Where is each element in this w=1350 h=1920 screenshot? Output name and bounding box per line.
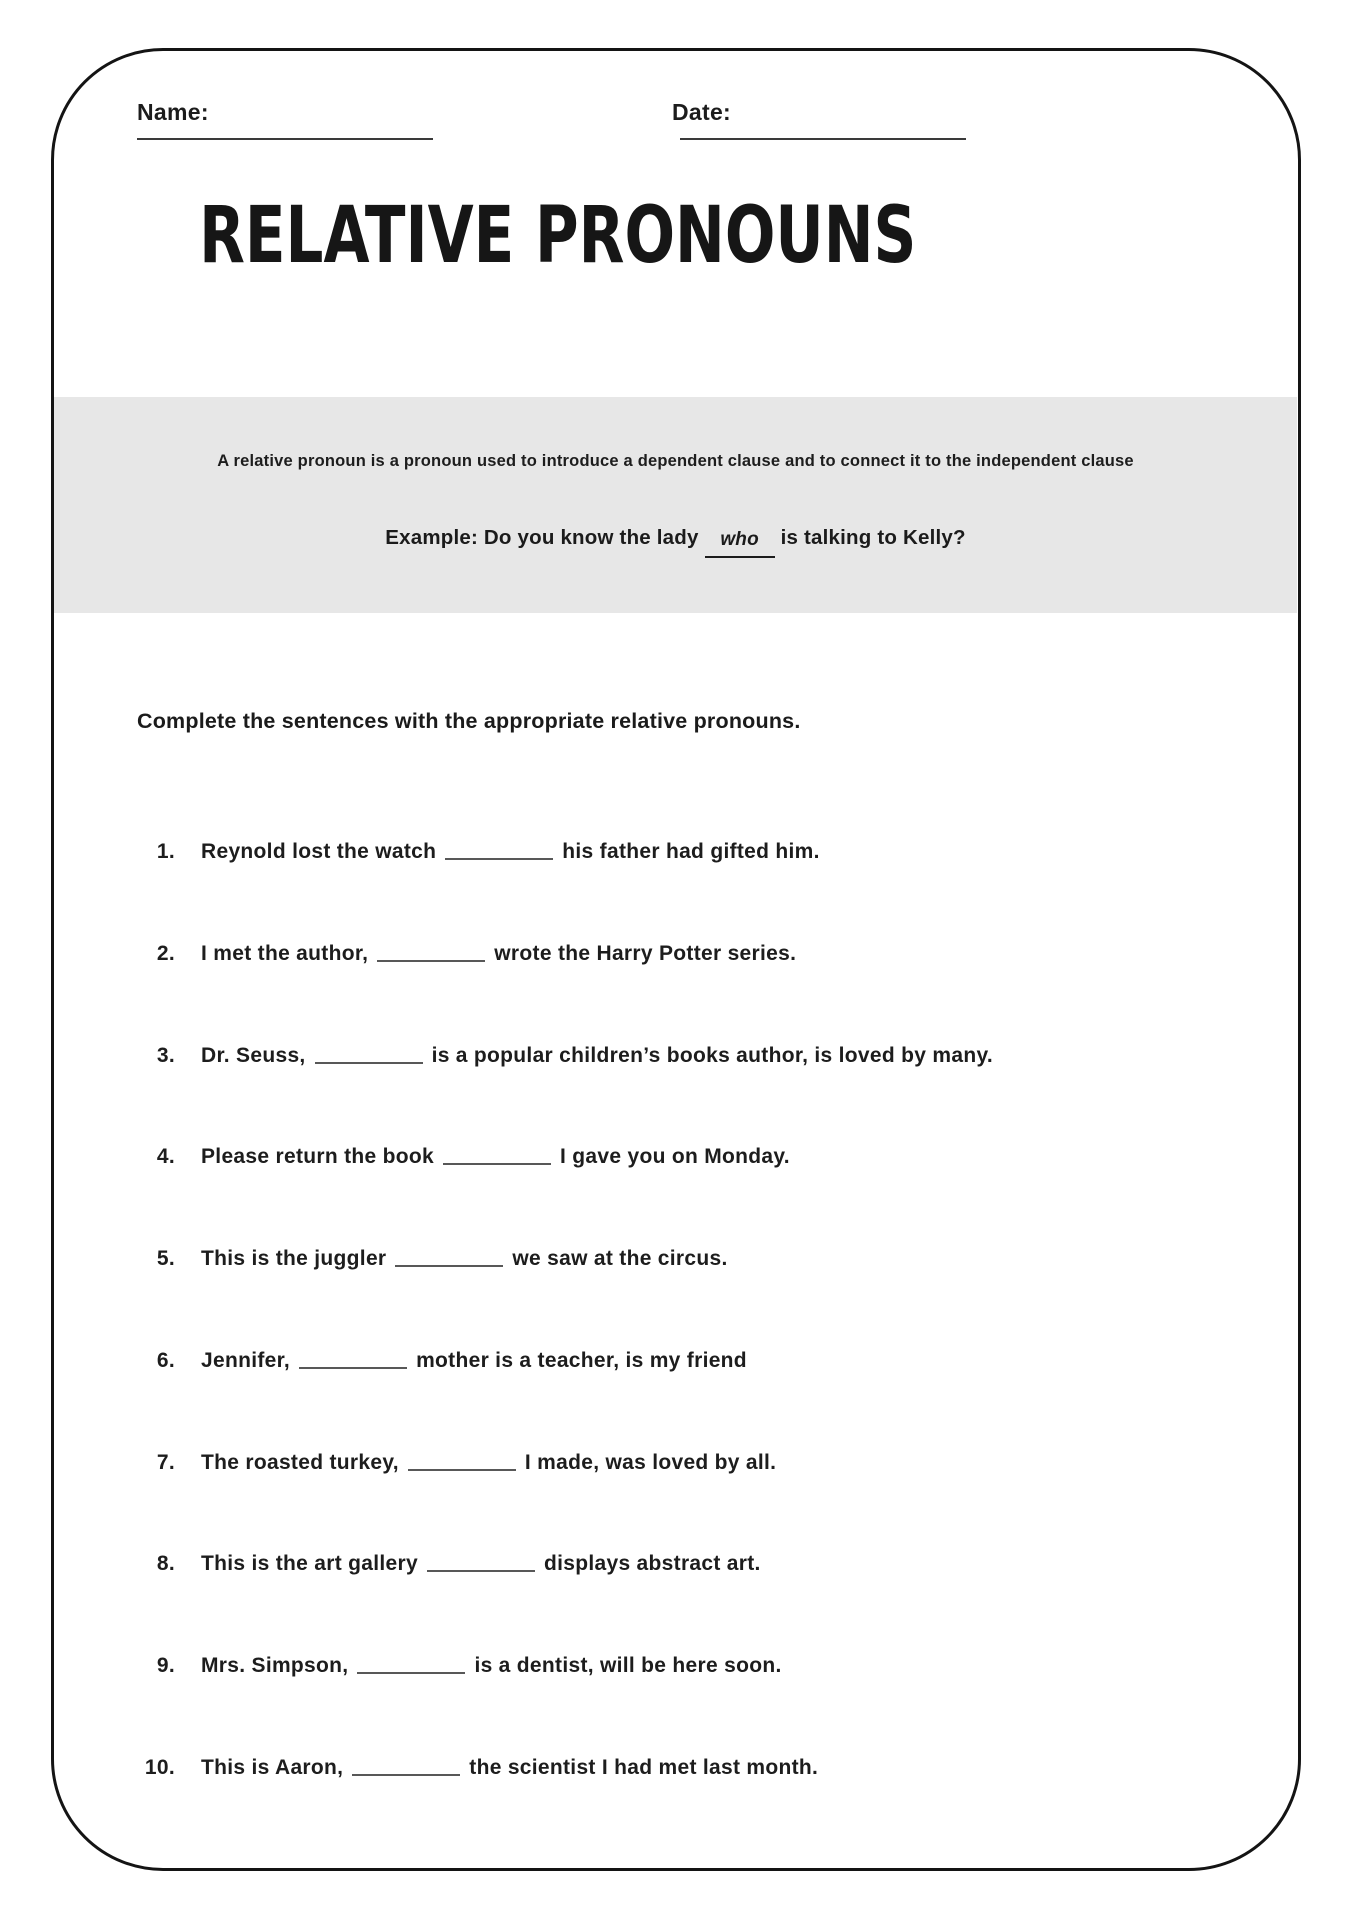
question-before-blank: This is the art gallery: [201, 1552, 418, 1575]
question-after-blank: the scientist I had met last month.: [469, 1756, 819, 1779]
question-text: [201, 838, 820, 865]
instruction-text: Complete the sentences with the appropriate relative pronouns.: [137, 709, 801, 733]
answer-blank: [427, 1558, 535, 1572]
example-suffix: is talking to Kelly?: [780, 526, 966, 549]
question-text: [201, 940, 796, 967]
question-after-blank: wrote the Harry Potter series.: [494, 942, 797, 965]
answer-blank: [357, 1660, 465, 1674]
question-text: [201, 1652, 782, 1679]
question-before-blank: The roasted turkey,: [201, 1451, 399, 1474]
definition-box: [54, 397, 1297, 613]
question-row-2: [100, 940, 796, 967]
worksheet-title: RELATIVE PRONOUNS: [199, 189, 917, 282]
question-row-10: [100, 1754, 818, 1781]
question-number: 7.: [156, 1451, 175, 1474]
question-before-blank: This is the juggler: [201, 1247, 387, 1270]
question-number: 8.: [156, 1552, 175, 1575]
question-row-5: [100, 1245, 728, 1272]
question-before-blank: This is Aaron,: [201, 1756, 344, 1779]
answer-blank: [395, 1253, 503, 1267]
question-number: 4.: [156, 1145, 175, 1168]
question-number: 9.: [156, 1654, 175, 1677]
question-row-1: [100, 838, 820, 865]
question-row-4: [100, 1143, 790, 1170]
question-after-blank: his father had gifted him.: [562, 840, 820, 863]
question-after-blank: I gave you on Monday.: [560, 1145, 790, 1168]
answer-blank: [315, 1050, 423, 1064]
question-number: 3.: [156, 1044, 175, 1067]
question-number: 5.: [156, 1247, 175, 1270]
question-text: [201, 1754, 818, 1781]
name-label: Name:: [137, 99, 209, 125]
question-row-8: [100, 1550, 761, 1577]
question-row-3: [100, 1042, 993, 1069]
question-number: 1.: [156, 840, 175, 863]
question-number: 10.: [144, 1756, 175, 1779]
name-line: [137, 138, 433, 140]
question-text: [201, 1245, 728, 1272]
question-after-blank: I made, was loved by all.: [524, 1451, 777, 1474]
question-row-9: [100, 1652, 782, 1679]
question-text: [201, 1143, 790, 1170]
answer-blank: [408, 1457, 516, 1471]
question-after-blank: is a dentist, will be here soon.: [474, 1654, 782, 1677]
example-answer-blank: [705, 529, 775, 558]
answer-blank: [443, 1151, 551, 1165]
question-after-blank: mother is a teacher, is my friend: [416, 1349, 747, 1372]
question-row-7: [100, 1449, 776, 1476]
question-before-blank: Please return the book: [201, 1145, 434, 1168]
question-before-blank: I met the author,: [201, 942, 369, 965]
definition-text: A relative pronoun is a pronoun used to introduce a dependent clause and to connect it to the independent clause: [217, 452, 1134, 470]
question-number: 2.: [156, 942, 175, 965]
example-prefix: Example: Do you know the lady: [385, 526, 699, 549]
answer-blank: [299, 1355, 407, 1369]
question-before-blank: Mrs. Simpson,: [201, 1654, 349, 1677]
answer-blank: [445, 846, 553, 860]
question-text: [201, 1550, 761, 1577]
date-line: [680, 138, 966, 140]
question-before-blank: Dr. Seuss,: [201, 1044, 306, 1067]
question-before-blank: Reynold lost the watch: [201, 840, 437, 863]
question-number: 6.: [156, 1349, 175, 1372]
question-text: [201, 1449, 776, 1476]
question-row-6: [100, 1347, 747, 1374]
example-sentence: [54, 525, 1297, 558]
question-before-blank: Jennifer,: [201, 1349, 291, 1372]
question-text: [201, 1042, 993, 1069]
example-answer: who: [720, 529, 759, 550]
date-label: Date:: [672, 99, 732, 125]
answer-blank: [377, 948, 485, 962]
question-after-blank: displays abstract art.: [543, 1552, 761, 1575]
question-after-blank: we saw at the circus.: [512, 1247, 728, 1270]
question-text: [201, 1347, 747, 1374]
question-after-blank: is a popular children’s books author, is loved by many.: [431, 1044, 994, 1067]
answer-blank: [352, 1762, 460, 1776]
